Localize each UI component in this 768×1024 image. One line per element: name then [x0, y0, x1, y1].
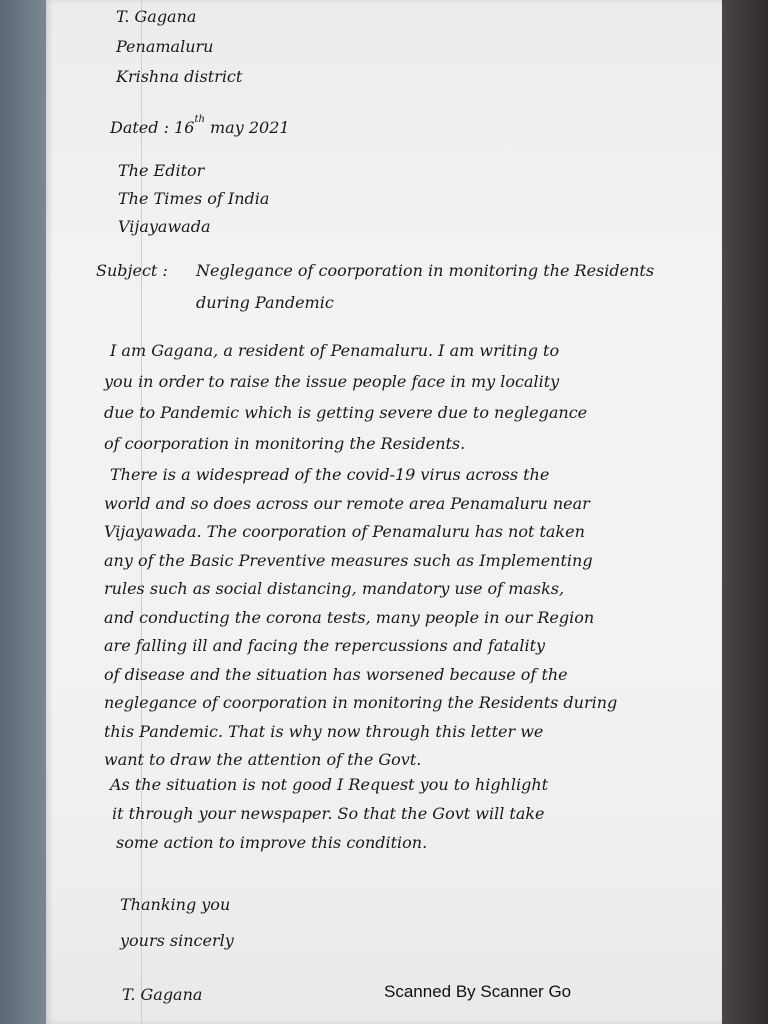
closing-thanks: Thanking you	[120, 895, 231, 914]
paragraph-3-line-2: it through your newspaper. So that the Govt will take	[112, 804, 545, 823]
body-paragraph-1	[104, 338, 587, 462]
date-month-year: may 2021	[210, 118, 290, 137]
subject	[96, 258, 654, 322]
paragraph-2-line-6: and conducting the corona tests, many people in our Region	[104, 607, 595, 627]
subject-text	[196, 258, 654, 322]
paragraph-2-line-8: of disease and the situation has worsened because of the	[104, 664, 568, 684]
paragraph-2-line-3: Vijayawada. The coorporation of Penamaluru has not taken	[104, 522, 585, 541]
recipient-paper: The Times of India	[118, 189, 270, 208]
sender-name: T. Gagana	[116, 7, 197, 26]
sender-place: Penamaluru	[116, 37, 214, 56]
scanner-watermark: Scanned By Scanner Go	[384, 982, 572, 1001]
desk-background-right	[722, 0, 768, 1024]
date-line	[110, 115, 290, 141]
closing-regards: yours sincerly	[120, 931, 234, 950]
paragraph-3-line-1: As the situation is not good I Request you to highlight	[110, 775, 549, 794]
date-suffix: th	[194, 114, 205, 125]
paragraph-2-line-7: are falling ill and facing the repercussions and fatality	[104, 636, 546, 655]
paragraph-2-line-2: world and so does across our remote area Penamaluru near	[104, 493, 590, 513]
paragraph-2-line-1: There is a widespread of the covid-19 virus across the	[110, 465, 550, 484]
desk-background-left	[0, 0, 48, 1024]
body-paragraph-3	[110, 772, 548, 859]
recipient-title: The Editor	[118, 161, 205, 180]
recipient-address	[118, 158, 269, 242]
subject-line-1: Neglegance of coorporation in monitoring the Residents	[196, 261, 655, 280]
paragraph-1-line-1: I am Gagana, a resident of Penamaluru. I am writing to	[110, 341, 560, 360]
body-paragraph-2	[104, 462, 617, 776]
sender-district: Krishna district	[116, 67, 243, 86]
paragraph-1-line-3: due to Pandemic which is getting severe due to neglegance	[104, 403, 588, 422]
signature: T. Gagana	[122, 985, 203, 1004]
paragraph-2-line-9: neglegance of coorporation in monitoring the Residents during	[104, 693, 618, 712]
paragraph-2-line-11: want to draw the attention of the Govt.	[104, 750, 422, 769]
date-label: Dated :	[110, 118, 169, 137]
date-day: 16	[174, 118, 195, 137]
paragraph-2-line-10: this Pandemic. That is why now through this letter we	[104, 721, 544, 741]
recipient-city: Vijayawada	[118, 217, 211, 236]
paragraph-2-line-5: rules such as social distancing, mandatory use of masks,	[104, 579, 565, 598]
subject-label: Subject :	[96, 261, 168, 280]
paragraph-1-line-4: of coorporation in monitoring the Residents.	[104, 434, 466, 453]
paragraph-2-line-4: any of the Basic Preventive measures such as Implementing	[104, 550, 593, 570]
paragraph-1-line-2: you in order to raise the issue people face in my locality	[104, 372, 560, 391]
sender-address	[116, 4, 242, 92]
subject-line-2: during Pandemic	[196, 293, 334, 312]
paragraph-3-line-3: some action to improve this condition.	[116, 833, 428, 852]
